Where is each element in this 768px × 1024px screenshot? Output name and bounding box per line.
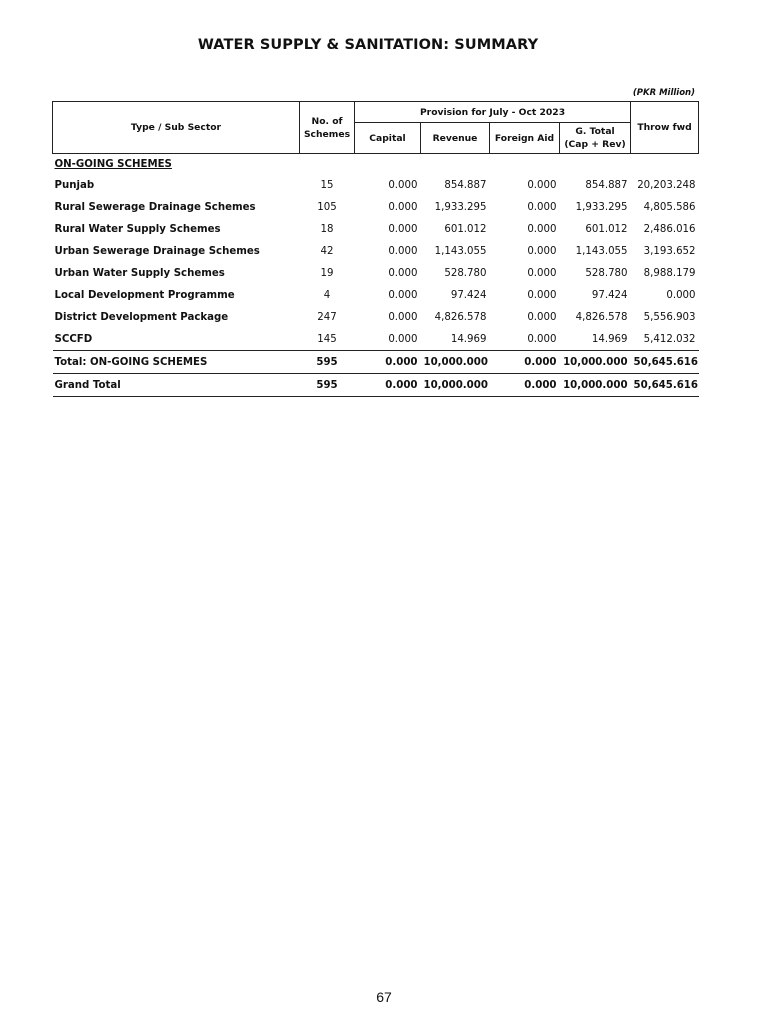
row-throw-fwd: 5,556.903 [643,311,696,323]
total-row [53,351,699,374]
row-schemes: 18 [320,223,334,235]
table-row [53,328,699,351]
page-title: WATER SUPPLY & SANITATION: SUMMARY [197,37,539,53]
section-label: ON-GOING SCHEMES [54,158,172,170]
row-g-total: 97.424 [591,289,628,301]
total-name: Total: ON-GOING SCHEMES [53,351,300,374]
header-foreign-aid: Foreign Aid [490,123,560,154]
header-throw-fwd: Throw fwd [631,102,699,154]
row-capital: 0.000 [388,245,418,257]
header-provision-group: Provision for July - Oct 2023 [355,102,631,123]
row-throw-fwd: 4,805.586 [643,201,696,213]
row-g-total: 854.887 [585,179,628,191]
row-capital: 0.000 [388,179,418,191]
row-revenue: 14.969 [450,333,487,345]
row-foreign-aid: 0.000 [527,245,557,257]
grand-total-g-total: 10,000.000 [560,374,631,397]
row-schemes: 105 [317,201,337,213]
row-throw-fwd: 2,486.016 [643,223,696,235]
grand-total-revenue: 10,000.000 [421,374,490,397]
header-g-total: G. Total (Cap + Rev) [560,123,631,154]
grand-total-schemes: 595 [300,374,355,397]
row-name: Rural Sewerage Drainage Schemes [54,201,256,213]
row-foreign-aid: 0.000 [527,223,557,235]
row-g-total: 601.012 [585,223,628,235]
header-revenue: Revenue [421,123,490,154]
row-throw-fwd: 20,203.248 [637,179,696,191]
row-name: District Development Package [54,311,229,323]
row-schemes: 4 [323,289,331,301]
row-g-total: 1,143.055 [575,245,628,257]
row-foreign-aid: 0.000 [527,201,557,213]
row-schemes: 247 [317,311,337,323]
row-revenue: 601.012 [444,223,487,235]
grand-total-capital: 0.000 [355,374,421,397]
row-revenue: 1,933.295 [434,201,487,213]
table-row [53,174,699,196]
header-schemes: No. of Schemes [300,102,355,154]
row-revenue: 528.780 [444,267,487,279]
row-g-total: 1,933.295 [575,201,628,213]
grand-total-name: Grand Total [53,374,300,397]
row-name: SCCFD [54,333,93,345]
row-revenue: 854.887 [444,179,487,191]
total-capital: 0.000 [355,351,421,374]
row-throw-fwd: 0.000 [666,289,696,301]
grand-total-foreign-aid: 0.000 [490,374,560,397]
row-name: Local Development Programme [54,289,235,301]
page-number: 67 [376,989,392,1005]
row-revenue: 4,826.578 [434,311,487,323]
row-capital: 0.000 [388,289,418,301]
row-name: Urban Sewerage Drainage Schemes [54,245,260,257]
table-row [53,306,699,328]
table-row [53,196,699,218]
row-capital: 0.000 [388,311,418,323]
row-foreign-aid: 0.000 [527,311,557,323]
row-schemes: 19 [320,267,334,279]
row-foreign-aid: 0.000 [527,333,557,345]
row-capital: 0.000 [388,201,418,213]
section-row [53,154,699,175]
header-type: Type / Sub Sector [53,102,300,154]
table-row [53,240,699,262]
total-schemes: 595 [300,351,355,374]
total-g-total: 10,000.000 [560,351,631,374]
table-row [53,218,699,240]
row-capital: 0.000 [388,267,418,279]
row-capital: 0.000 [388,333,418,345]
row-revenue: 97.424 [450,289,487,301]
total-revenue: 10,000.000 [421,351,490,374]
unit-note: (PKR Million) [632,88,695,98]
row-foreign-aid: 0.000 [527,267,557,279]
summary-table [52,101,699,397]
row-g-total: 4,826.578 [575,311,628,323]
row-schemes: 145 [317,333,337,345]
row-foreign-aid: 0.000 [527,289,557,301]
row-throw-fwd: 5,412.032 [643,333,696,345]
row-throw-fwd: 3,193.652 [643,245,696,257]
row-g-total: 528.780 [585,267,628,279]
row-name: Urban Water Supply Schemes [54,267,225,279]
grand-total-throw-fwd: 50,645.616 [631,374,699,397]
row-schemes: 42 [320,245,334,257]
row-capital: 0.000 [388,223,418,235]
table-row [53,284,699,306]
row-foreign-aid: 0.000 [527,179,557,191]
total-foreign-aid: 0.000 [490,351,560,374]
row-revenue: 1,143.055 [434,245,487,257]
row-throw-fwd: 8,988.179 [643,267,696,279]
header-capital: Capital [355,123,421,154]
total-throw-fwd: 50,645.616 [631,351,699,374]
row-g-total: 14.969 [591,333,628,345]
row-name: Rural Water Supply Schemes [54,223,221,235]
row-name: Punjab [54,179,95,191]
table-row [53,262,699,284]
grand-total-row [53,374,699,397]
row-schemes: 15 [320,179,334,191]
